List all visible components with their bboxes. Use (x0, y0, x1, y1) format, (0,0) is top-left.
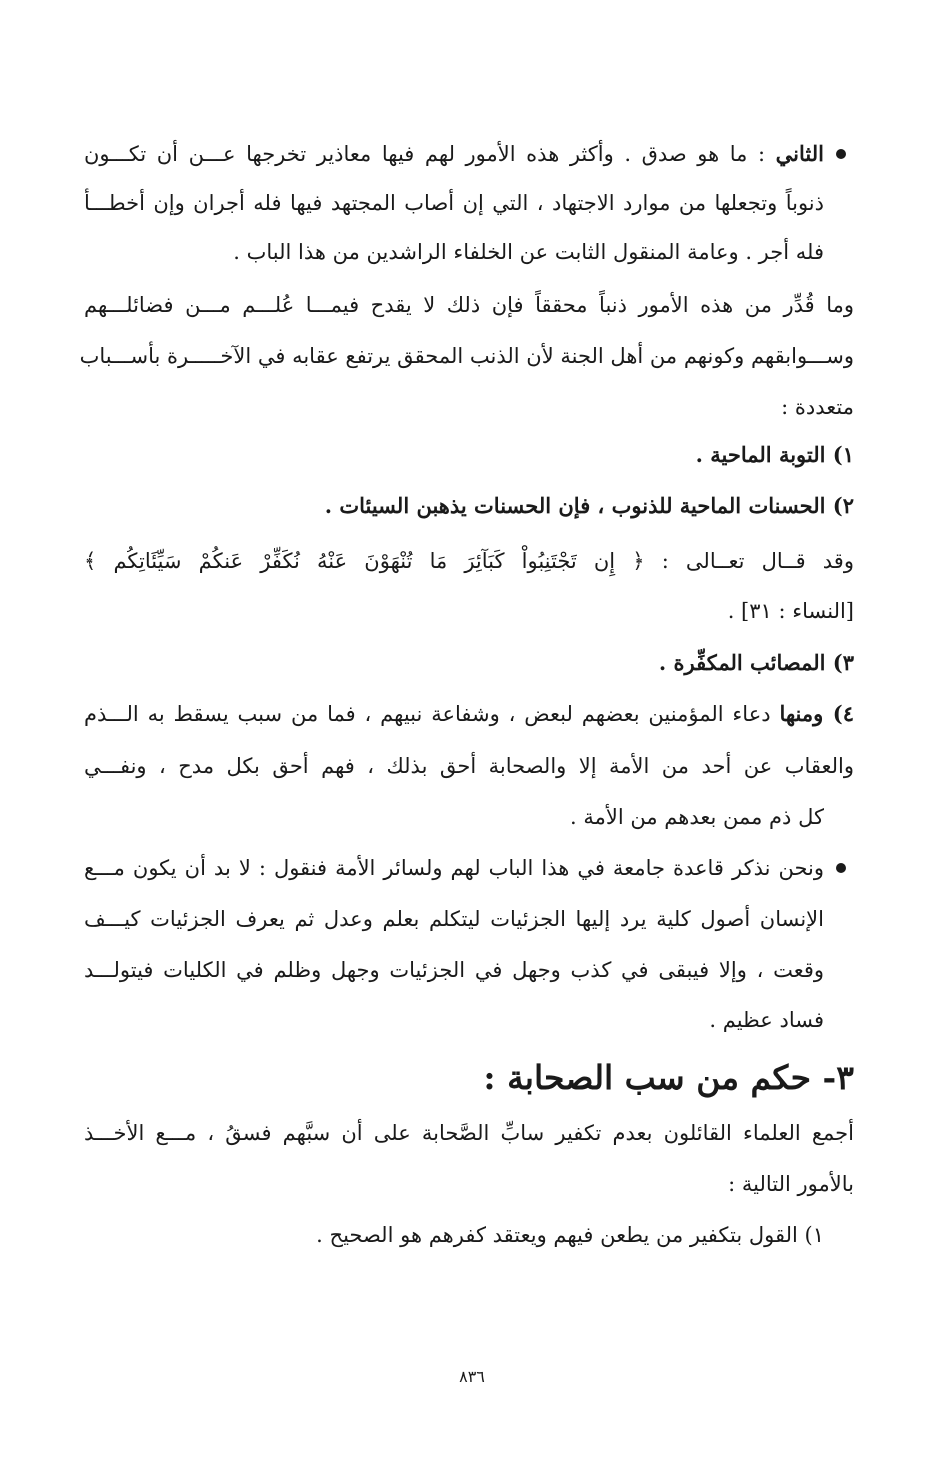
paragraph1-line2: ذنوباً وتجعلها من موارد الاجتهاد ، التي إن أصاب المجتهد فيها فله أجران وإن أخطـــأ (84, 191, 824, 215)
list1-item-2-text: الحسنات الماحية للذنوب ، فإن الحسنات يذهبن السيئات . (324, 493, 833, 518)
list1-item-1 (84, 432, 854, 478)
paragraph4-line2: بالأمور التالية : (728, 1172, 854, 1196)
item3 (84, 640, 854, 686)
paragraph4-line1: أجمع العلماء القائلون بعدم تكفير سابِّ الصَّحابة على أن سبَّهم فسقُ ، مـــع الأخـــذ (84, 1121, 854, 1145)
paragraph3-line2: الإنسان أصول كلية يرد إليها الجزئيات ليتكلم بعلم وعدل ثم يعرف الجزئيات كيـــف (84, 907, 824, 931)
list1-item-1-text: التوبة الماحية . (695, 442, 833, 467)
item4-text: دعاء المؤمنين بعضهم لبعض ، وشفاعة نبيهم ، فما من سبب يسقط به الـــذم (84, 702, 780, 726)
paragraph2-line1: وما قُدِّر من هذه الأمور ذنباً محققاً فإن ذلك لا يقدح فيمـــا عُلـــم مـــن فضائلـــهم (84, 293, 854, 317)
item4-line2: والعقاب عن أحد من الأمة إلا والصحابة أحق بذلك ، فهم أحق بكل مدح ، ونفـــي (84, 754, 854, 778)
paragraph1-text: : ما هو صدق . وأكثر هذه الأمور لهم فيها معاذير تخرجها عـــن أن تكـــون (84, 142, 776, 166)
item4-line3: كل ذم ممن بعدهم من الأمة . (570, 805, 824, 829)
page-number: ٨٣٦ (459, 1367, 485, 1386)
item4-num: ٤) (832, 701, 854, 726)
list2-item-1: ١) القول بتكفير من يطعن فيهم ويعتقد كفرهم هو الصحيح . (316, 1223, 824, 1247)
list1-item-2 (84, 483, 854, 529)
section-heading: ٣- حكم من سب الصحابة : (483, 1058, 854, 1097)
list1-item-2-num: ٢) (832, 493, 854, 518)
quote-line1: وقد قــال تعــالى : ﴿ إِن تَجْتَنِبُواْ كَبَآئِرَ مَا تُنْهَوْنَ عَنْهُ نُكَفِّرْ عَنكُمْ سَيِّئَاتِكُم ﴾ (84, 549, 854, 573)
item4-line1 (84, 691, 854, 737)
paragraph1-label: الثاني (775, 141, 824, 166)
paragraph1-line3: فله أجر . وعامة المنقول الثابت عن الخلفاء الراشدين من هذا الباب . (233, 240, 824, 264)
paragraph3-line3: وقعت ، وإلا فيبقى في كذب وجهل في الجزئيات وجهل وظلم في الكليات فيتولـــد (84, 958, 824, 982)
paragraph2-line2: وســـوابقهم وكونهم من أهل الجنة لأن الذنب المحقق يرتفع عقابه في الآخـــــرة بأســـباب (79, 344, 854, 368)
paragraph3-line4: فساد عظيم . (709, 1008, 824, 1032)
item4-label: ومنها (779, 701, 833, 726)
paragraph2-line3: متعددة : (781, 395, 854, 419)
list1-item-1-num: ١) (832, 442, 854, 467)
paragraph3-line1: ونحن نذكر قاعدة جامعة في هذا الباب لهم ولسائر الأمة فنقول : لا بد أن يكون مـــع (84, 856, 824, 880)
paragraph1-line1 (84, 131, 824, 177)
item3-num: ٣) (832, 650, 854, 675)
bullet-icon (836, 863, 846, 873)
quote-line2: [النساء : ٣١] . (727, 599, 854, 623)
bullet-icon (836, 149, 846, 159)
item3-text: المصائب المكفِّرة . (658, 650, 833, 675)
